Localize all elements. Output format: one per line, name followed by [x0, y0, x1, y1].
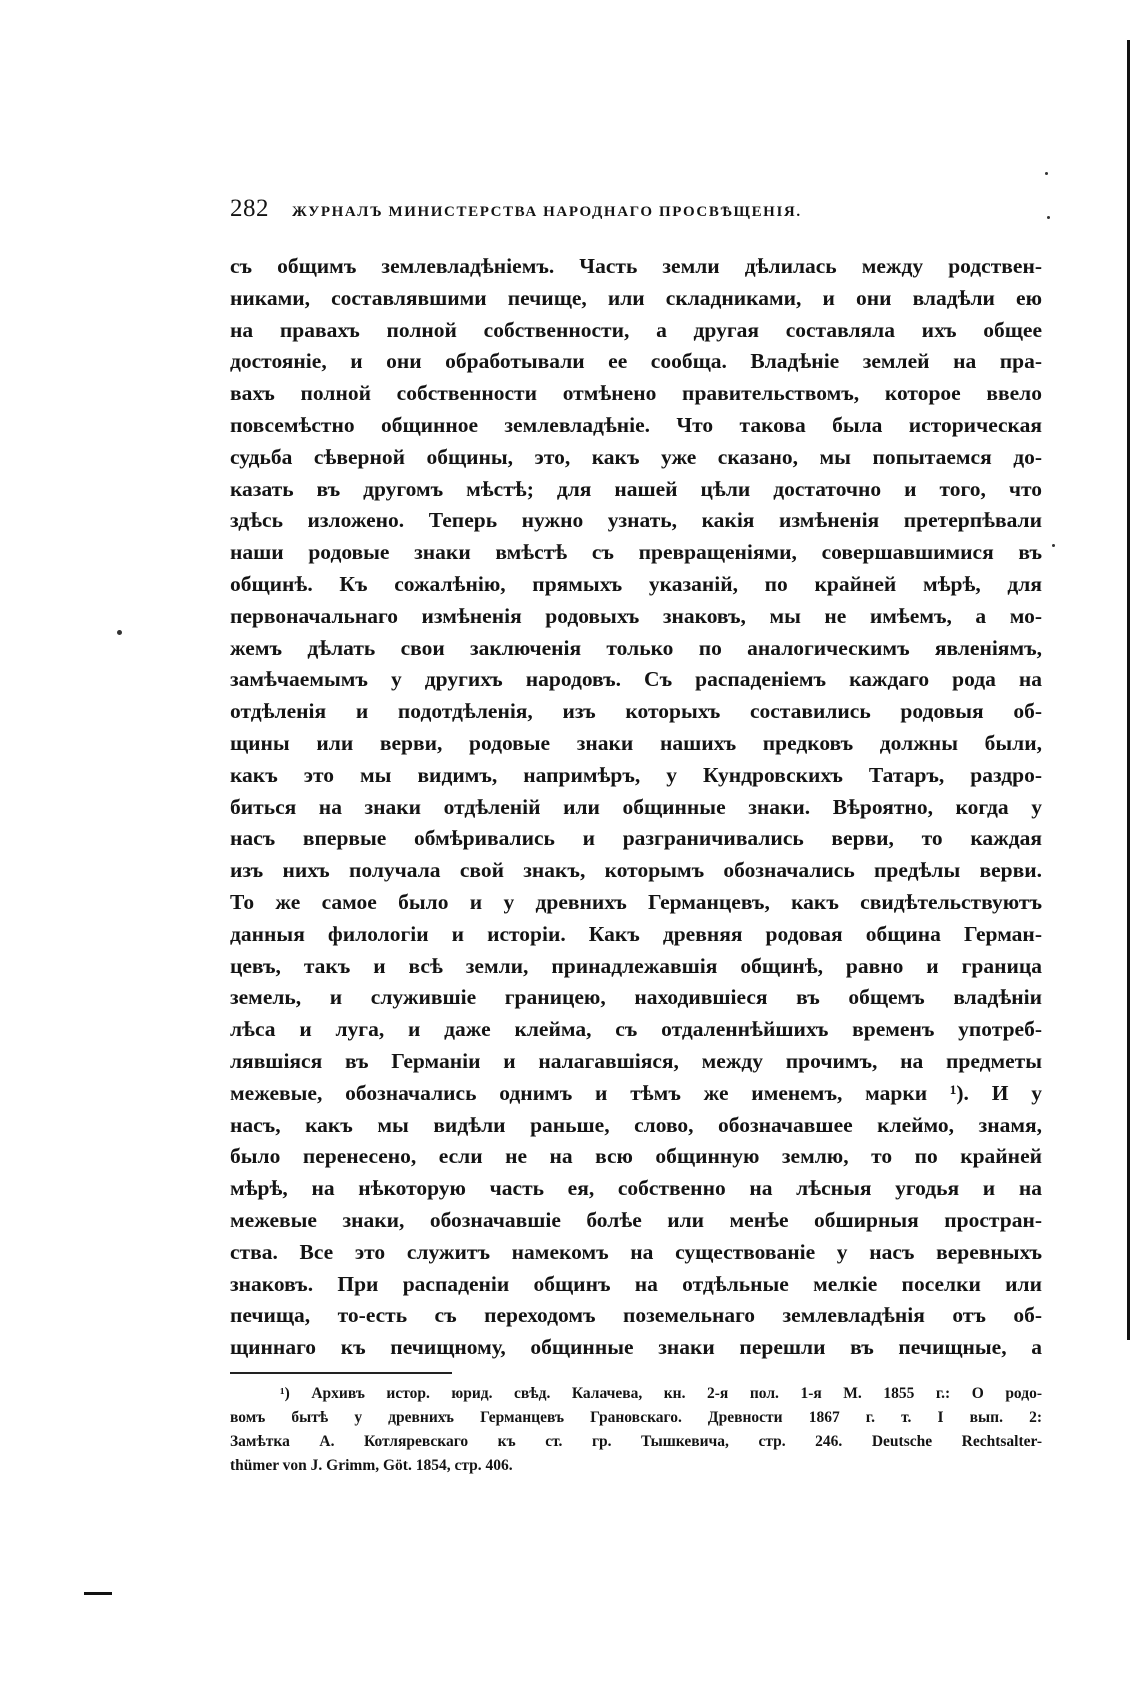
- text-line: отдѣленія и подотдѣленія, изъ которыхъ составились родовыя об-: [230, 699, 1042, 724]
- scan-mark: [84, 1592, 112, 1595]
- text-line: судьба сѣверной общины, это, какъ уже сказано, мы попытаемся до-: [230, 444, 1042, 469]
- footnote-line: thümer von J. Grimm, Göt. 1854, стр. 406.: [230, 1456, 513, 1474]
- text-line: общинѣ. Къ сожалѣнію, прямыхъ указаній, по крайней мѣрѣ, для: [230, 571, 1042, 596]
- text-line: вахъ полной собственности отмѣнено правительствомъ, которое ввело: [230, 381, 1042, 406]
- body-text: [230, 251, 1042, 1364]
- text-line: первоначальнаго измѣненія родовыхъ знаковъ, мы не имѣемъ, а мо-: [230, 603, 1042, 628]
- scan-speck: [1047, 216, 1050, 219]
- page-number: 282: [230, 195, 269, 222]
- text-line: данныя филологіи и исторіи. Какъ древняя родовая община Герман-: [230, 921, 1042, 946]
- scan-speck: [117, 630, 122, 635]
- text-line: щины или верви, родовые знаки нашихъ предковъ должны были,: [230, 730, 1042, 755]
- running-head: [230, 195, 1042, 229]
- text-line: какъ это мы видимъ, напримѣръ, у Кундровскихъ Татаръ, раздро-: [230, 762, 1042, 787]
- text-line: съ общимъ землевладѣніемъ. Часть земли дѣлилась между родствен-: [230, 254, 1042, 278]
- text-line: знаковъ. При распаденіи общинъ на отдѣльные мелкіе поселки или: [230, 1271, 1042, 1296]
- text-line: насъ, какъ мы видѣли раньше, слово, обозначавшее клеймо, знамя,: [230, 1112, 1042, 1137]
- text-line: ства. Все это служитъ намекомъ на существованіе у насъ веревныхъ: [230, 1239, 1042, 1264]
- text-line: жемъ дѣлать свои заключенія только по аналогическимъ явленіямъ,: [230, 635, 1042, 660]
- scan-speck: [1045, 172, 1048, 175]
- text-line: замѣчаемымъ у другихъ народовъ. Съ распаденіемъ каждаго рода на: [230, 667, 1042, 692]
- footnote-line: вомъ бытѣ у древнихъ Германцевъ Грановскаго. Древности 1867 г. т. I вып. 2:: [230, 1408, 1042, 1426]
- text-line: на правахъ полной собственности, а другая составляла ихъ общее: [230, 317, 1042, 342]
- journal-title: ЖУРНАЛЪ МИНИСТЕРСТВА НАРОДНАГО ПРОСВѢЩЕНІЯ.: [292, 204, 802, 220]
- page-edge-line: [1127, 40, 1130, 1340]
- text-line: достояніе, и они обработывали ее сообща. Владѣніе землей на пра-: [230, 349, 1042, 374]
- footnote-line: Замѣтка А. Котляревскаго къ ст. гр. Тышкевича, стр. 246. Deutsche Rechtsalter-: [230, 1432, 1042, 1450]
- text-line: земель, и служившіе границею, находившіеся въ общемъ владѣніи: [230, 985, 1042, 1010]
- footnote: [230, 1382, 1042, 1478]
- text-line: наши родовые знаки вмѣстѣ съ превращеніями, совершавшимися въ: [230, 540, 1042, 565]
- text-line: казать въ другомъ мѣстѣ; для нашей цѣли достаточно и того, что: [230, 476, 1042, 501]
- text-line: щиннаго къ печищному, общинные знаки перешли въ печищные, а: [230, 1335, 1042, 1360]
- text-line: биться на знаки отдѣленій или общинные знаки. Вѣроятно, когда у: [230, 794, 1042, 819]
- text-line: лѣса и луга, и даже клейма, съ отдаленнѣйшихъ временъ употреб-: [230, 1017, 1042, 1042]
- scan-speck: [1052, 544, 1055, 547]
- text-line: То же самое было и у древнихъ Германцевъ, какъ свидѣтельствуютъ: [230, 889, 1042, 914]
- text-line: изъ нихъ получала свой знакъ, которымъ обозначались предѣлы верви.: [230, 858, 1042, 883]
- footnote-line: ¹) Архивъ истор. юрид. свѣд. Калачева, кн. 2-я пол. 1-я М. 1855 г.: О родо-: [280, 1384, 1042, 1402]
- text-line: было перенесено, если не на всю общинную землю, то по крайней: [230, 1144, 1042, 1169]
- text-line: здѣсь изложено. Теперь нужно узнать, какія измѣненія претерпѣвали: [230, 508, 1042, 533]
- footnote-rule: [230, 1372, 452, 1374]
- text-line: межевые знаки, обозначавшіе болѣе или менѣе обширныя простран-: [230, 1207, 1042, 1232]
- book-page: [230, 195, 1042, 1478]
- text-line: лявшіяся въ Германіи и налагавшіяся, между прочимъ, на предметы: [230, 1048, 1042, 1073]
- text-line: межевые, обозначались однимъ и тѣмъ же именемъ, марки ¹). И у: [230, 1080, 1042, 1105]
- text-line: насъ впервые обмѣривались и разграничивались верви, то каждая: [230, 826, 1042, 851]
- text-line: печища, то-есть съ переходомъ поземельнаго землевладѣнія отъ об-: [230, 1303, 1042, 1328]
- text-line: повсемѣстно общинное землевладѣніе. Что такова была историческая: [230, 412, 1042, 437]
- text-line: мѣрѣ, на нѣкоторую часть ея, собственно на лѣсныя угодья и на: [230, 1176, 1042, 1201]
- text-line: цевъ, такъ и всѣ земли, принадлежавшія общинѣ, равно и граница: [230, 953, 1042, 978]
- text-line: никами, составлявшими печище, или складниками, и они владѣли ею: [230, 285, 1042, 310]
